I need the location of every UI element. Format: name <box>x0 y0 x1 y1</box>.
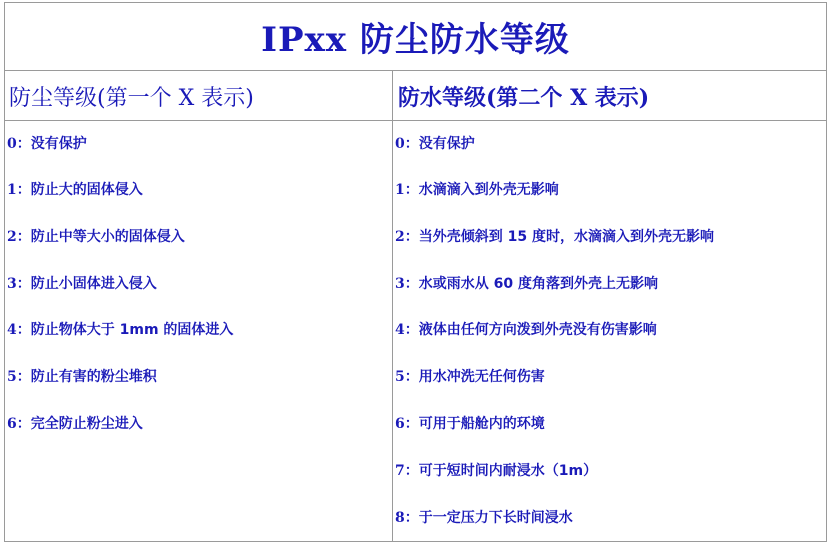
ip-rating-table <box>4 2 827 542</box>
column-divider <box>392 71 393 541</box>
water-level-8: 8： 于一定压力下长时间浸水 <box>395 510 573 526</box>
water-level-0: 0： 没有保护 <box>395 136 475 152</box>
dust-header: 防尘等级(第一个 X 表示) <box>9 85 254 111</box>
dust-level-1: 1： 防止大的固体侵入 <box>7 182 143 198</box>
header-row <box>5 71 826 121</box>
dust-level-5: 5： 防止有害的粉尘堆积 <box>7 369 157 385</box>
water-level-4: 4： 液体由任何方向泼到外壳没有伤害影响 <box>395 322 657 338</box>
page-title: IPxx 防尘防水等级 <box>261 20 570 60</box>
water-level-1: 1： 水滴滴入到外壳无影响 <box>395 182 559 198</box>
water-level-7: 7： 可于短时间内耐浸水（1m） <box>395 463 598 479</box>
dust-level-3: 3： 防止小固体进入侵入 <box>7 276 157 292</box>
dust-level-4: 4： 防止物体大于 1mm 的固体进入 <box>7 322 234 338</box>
dust-level-0: 0： 没有保护 <box>7 136 87 152</box>
water-header: 防水等级(第二个 X 表示) <box>398 84 650 111</box>
dust-level-6: 6： 完全防止粉尘进入 <box>7 416 143 432</box>
water-level-2: 2： 当外壳倾斜到 15 度时，水滴滴入到外壳无影响 <box>395 229 714 245</box>
water-level-3: 3： 水或雨水从 60 度角落到外壳上无影响 <box>395 276 658 292</box>
water-level-5: 5： 用水冲洗无任何伤害 <box>395 369 545 385</box>
title-row <box>5 3 826 71</box>
water-level-6: 6： 可用于船舱内的环境 <box>395 416 545 432</box>
dust-level-2: 2： 防止中等大小的固体侵入 <box>7 229 185 245</box>
